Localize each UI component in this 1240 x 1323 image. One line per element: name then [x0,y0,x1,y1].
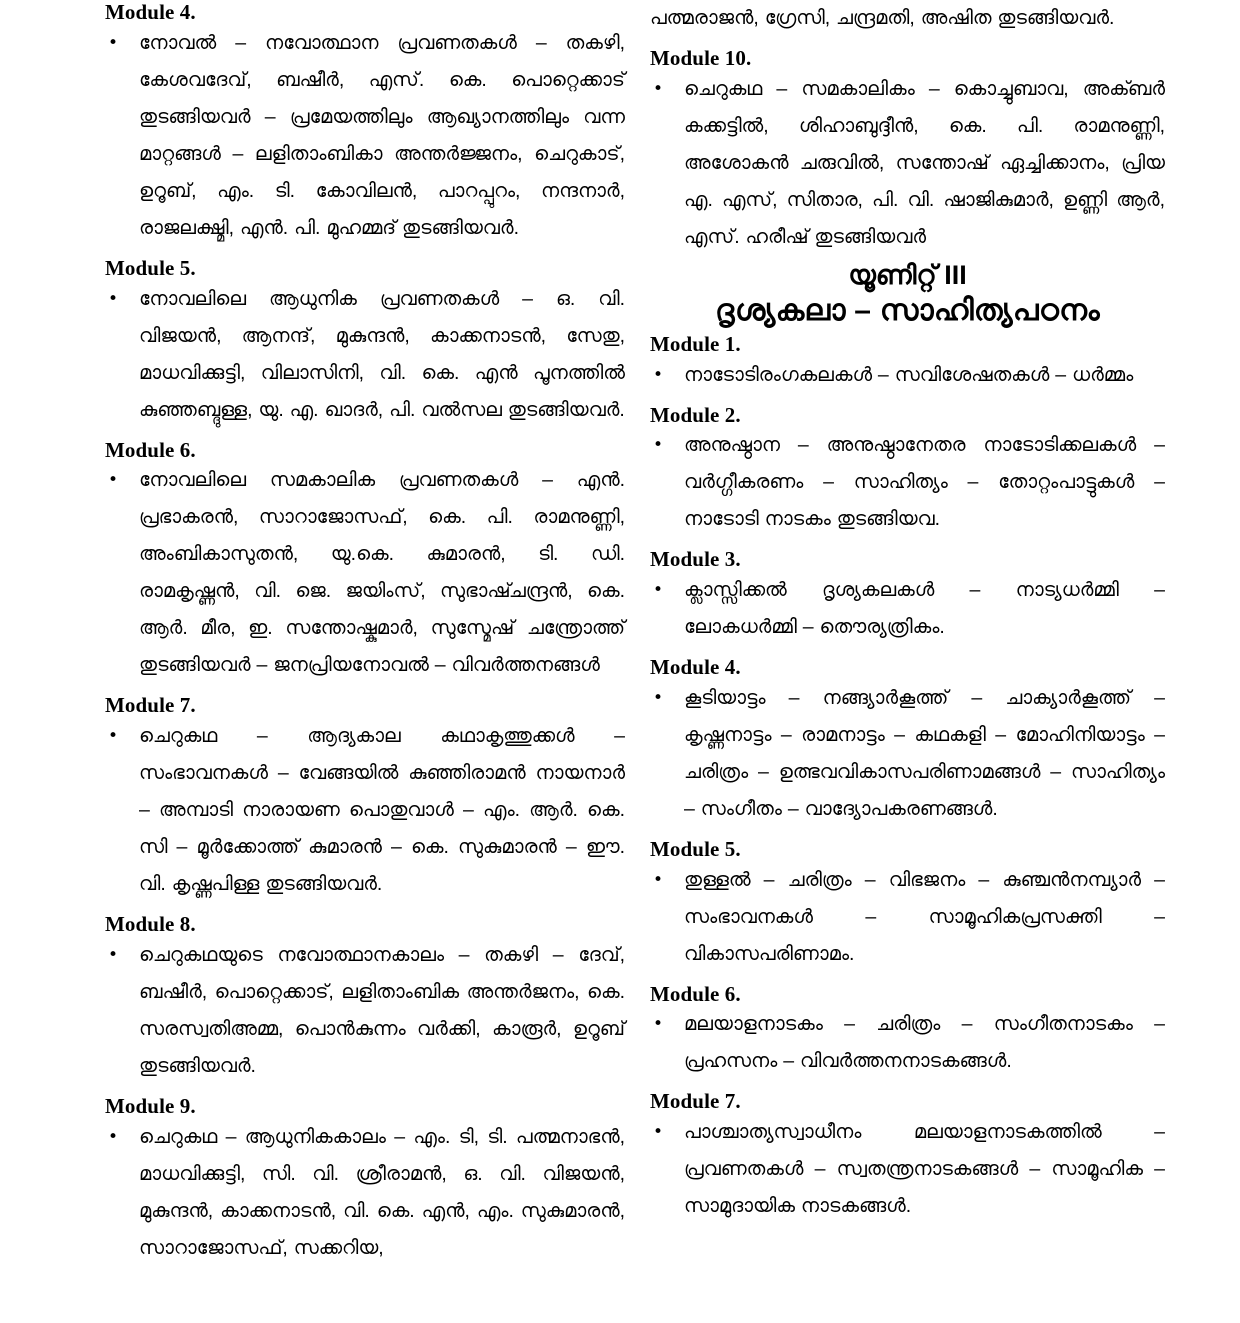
list-item [105,25,625,247]
list-item [650,71,1165,256]
module-block [650,332,1165,394]
module-heading: Module 3. [650,547,741,572]
module-heading: Module 10. [650,46,752,70]
bullet-icon: • [108,470,119,491]
bullet-icon: • [653,78,664,99]
list-item [105,281,625,429]
module-block [105,256,625,429]
module-heading: Module 4. [650,655,741,680]
bullet-icon: • [653,687,664,708]
right-column [650,0,1165,1225]
bullet-icon: • [653,435,664,456]
bullet-icon: • [108,944,119,965]
list-item [650,1114,1165,1225]
unit-title-line2: ദൃശ്യകലാ – സാഹിത്യപഠനം [715,293,1100,327]
list-item [650,357,1165,394]
module-heading: Module 6. [650,981,741,1006]
module-body-text: നാടോടിരംഗകലകൾ – സവിശേഷതകൾ – ധർമ്മം [684,363,1134,386]
module-block [650,46,1165,256]
module-heading: Module 2. [650,402,741,427]
bullet-icon: • [108,32,119,53]
module-body-text: കൂടിയാട്ടം – നങ്ങ്യാർകൂത്ത് – ചാക്യാർകൂത്ത് – കൃഷ്ണനാട്ടം – രാമനാട്ടം – കഥകളി – മോഹിനിയാട്ടം – ചരിത്രം – ഉത്ഭവവികാസപരിണാമങ്ങൾ – സാഹിത്യം – സംഗീതം – വാദ്യോപകരണങ്ങൾ. [684,686,1165,820]
module-body-text: ക്ലാസ്സിക്കൽ ദൃശ്യകലകൾ – നാട്യധർമ്മി – ലോകധർമ്മി – തൌര്യത്രികം. [684,579,1165,639]
bullet-icon: • [653,364,664,385]
module-body-text: തുള്ളൽ – ചരിത്രം – വിഭജനം – കുഞ്ചൻനമ്പ്യാർ – സംഭാവനകൾ – സാമൂഹികപ്രസക്തി – വികാസപരിണാമം. [684,868,1165,965]
module-heading: Module 5. [105,255,196,280]
module-block [105,1094,625,1267]
module-heading: Module 8. [105,912,196,937]
list-item [650,427,1165,538]
module-block [650,837,1165,973]
module-body-text: പാശ്ചാത്യസ്വാധീനം മലയാളനാടകത്തിൽ – പ്രവണതകൾ – സ്വതന്ത്രനാടകങ്ങൾ – സാമൂഹിക – സാമുദായിക നാടകങ്ങൾ. [684,1121,1165,1218]
module-body-text: ചെറുകഥ – സമകാലികം – കൊച്ചുബാവ, അക്ബർ കക്കട്ടിൽ, ശിഹാബുദ്ദീൻ, കെ. പി. രാമനുണ്ണി, അശോകൻ ചരുവിൽ, സന്തോഷ് ഏച്ചിക്കാനം, പ്രിയ എ. എസ്, സിതാര, പി. വി. ഷാജികുമാർ, ഉണ്ണി ആർ, എസ്. ഹരീഷ് തുടങ്ങിയവർ [684,77,1165,248]
module-heading: Module 7. [105,693,196,718]
module-heading: Module 1. [650,331,741,356]
module-block [105,0,625,247]
continuation-paragraph [650,0,1165,37]
module-heading: Module 9. [105,1093,196,1118]
module-block [650,982,1165,1081]
module-block [650,655,1165,828]
module-block [650,547,1165,646]
module-body-text: നോവലിലെ സമകാലിക പ്രവണതകൾ – എൻ. പ്രഭാകരൻ, സാറാജോസഫ്, കെ. പി. രാമനുണ്ണി, അംബികാസുതൻ, യു.കെ. കുമാരൻ, ടി. ഡി. രാമകൃഷ്ണൻ, വി. ജെ. ജയിംസ്, സുഭാഷ്ചന്ദ്രൻ, കെ. ആർ. മീര, ഇ. സന്തോഷ്കുമാർ, സുസ്മേഷ് ചന്ത്രോത്ത് തുടങ്ങിയവർ – ജനപ്രിയനോവൽ – വിവർത്തനങ്ങൾ [139,469,625,677]
list-item [650,572,1165,646]
module-block [105,693,625,903]
module-body-text: ചെറുകഥ – ആധുനികകാലം – എം. ടി, ടി. പത്മനാഭൻ, മാധവിക്കുട്ടി, സി. വി. ശ്രീരാമൻ, ഒ. വി. വിജയൻ, മുകുന്ദൻ, കാക്കനാടൻ, വി. കെ. എൻ, എം. സുകുമാരൻ, സാറാജോസഫ്, സക്കറിയ, [139,1125,625,1259]
bullet-icon: • [653,580,664,601]
module-body-text: ചെറുകഥ – ആദ്യകാല കഥാകൃത്തുക്കൾ – സംഭാവനകൾ – വേങ്ങയിൽ കുഞ്ഞിരാമൻ നായനാർ – അമ്പാടി നാരായണ പൊതുവാൾ – എം. ആർ. കെ. സി – മൂർക്കോത്ത് കുമാരൻ – കെ. സുകുമാരൻ – ഈ. വി. കൃഷ്ണപിള്ള തുടങ്ങിയവർ. [139,725,625,896]
module-body-text: നോവൽ – നവോത്ഥാന പ്രവണതകൾ – തകഴി, കേശവദേവ്, ബഷീർ, എസ്. കെ. പൊറ്റെക്കാട് തുടങ്ങിയവർ – പ്രമേയത്തിലും ആഖ്യാനത്തിലും വന്ന മാറ്റങ്ങൾ – ലളിതാംബികാ അന്തർജ്ജനം, ചെറുകാട്, ഉറൂബ്, എം. ടി. കോവിലൻ, പാറപ്പുറം, നന്ദനാർ, രാജലക്ഷ്മി, എൻ. പി. മുഹമ്മദ് തുടങ്ങിയവർ. [139,31,625,239]
bullet-icon: • [653,869,664,890]
bullet-icon: • [653,1014,664,1035]
unit-title-line1: യൂണിറ്റ് III [848,259,967,290]
bullet-icon: • [653,1122,664,1143]
bullet-icon: • [108,1126,119,1147]
module-heading: Module 5. [650,836,741,861]
list-item [105,462,625,684]
continuation-text: പത്മരാജൻ, ഗ്രേസി, ചന്ദ്രമതി, അഷിത തുടങ്ങിയവർ. [650,7,1115,29]
module-body-text: അനുഷ്ഠാന – അനുഷ്ഠാനേതര നാടോടിക്കലകൾ – വർഗ്ഗീകരണം – സാഹിത്യം – തോറ്റംപാട്ടുകൾ – നാടോടി നാടകം തുടങ്ങിയവ. [684,434,1165,531]
list-item [105,937,625,1085]
module-body-text: മലയാളനാടകം – ചരിത്രം – സംഗീതനാടകം – പ്രഹസനം – വിവർത്തനനാടകങ്ങൾ. [684,1013,1165,1073]
list-item [650,680,1165,828]
module-heading: Module 4. [105,0,196,24]
module-body-text: നോവലിലെ ആധുനിക പ്രവണതകൾ – ഒ. വി. വിജയൻ, ആനന്ദ്, മുകുന്ദൻ, കാക്കനാടൻ, സേതു, മാധവിക്കുട്ടി, വിലാസിനി, വി. കെ. എൻ പൂനത്തിൽ കുഞ്ഞബ്ദുള്ള, യു. എ. ഖാദർ, പി. വൽസല തുടങ്ങിയവർ. [139,287,625,421]
list-item [650,862,1165,973]
module-block [105,912,625,1085]
module-block [650,403,1165,539]
bullet-icon: • [108,726,119,747]
module-heading: Module 6. [105,437,196,462]
bullet-icon: • [108,288,119,309]
list-item [105,1119,625,1267]
module-heading: Module 7. [650,1089,741,1114]
module-body-text: ചെറുകഥയുടെ നവോത്ഥാനകാലം – തകഴി – ദേവ്, ബഷീർ, പൊറ്റെക്കാട്, ലളിതാംബിക അന്തർജനം, കെ. സരസ്വതിഅമ്മ, പൊൻകുന്നം വർക്കി, കാരൂർ, ഉറൂബ് തുടങ്ങിയവർ. [139,943,625,1077]
list-item [105,718,625,903]
list-item [650,1006,1165,1080]
module-block [105,438,625,685]
unit-title [650,258,1165,330]
module-block [650,1089,1165,1225]
